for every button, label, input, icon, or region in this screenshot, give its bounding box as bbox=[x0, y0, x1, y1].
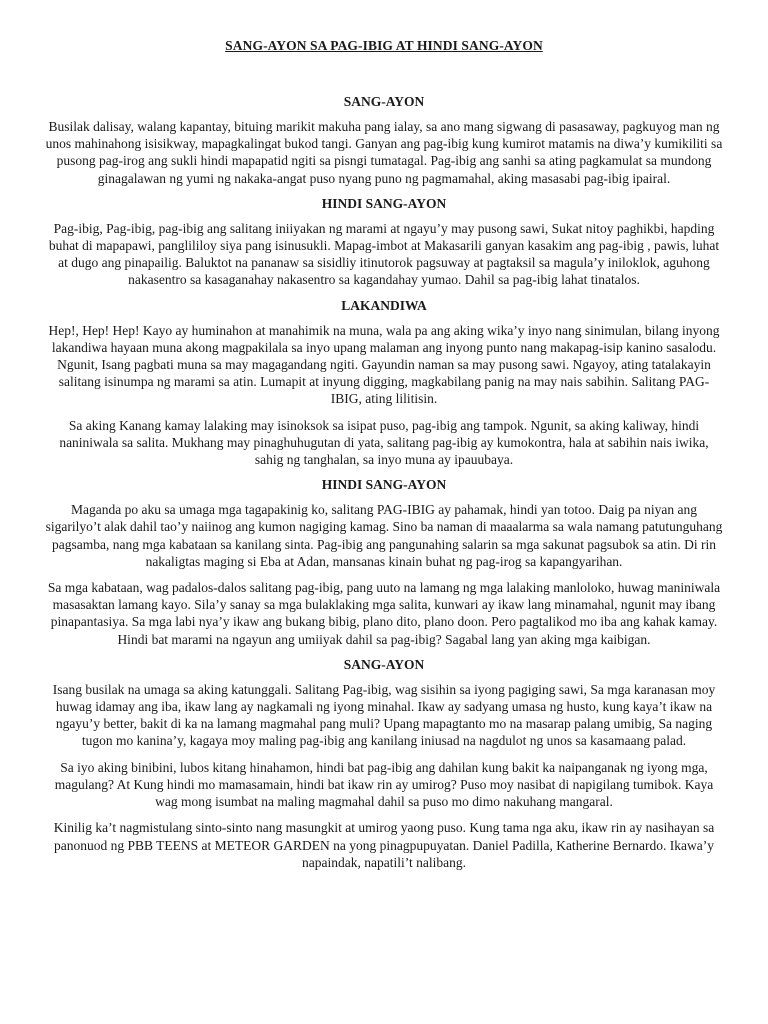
document-title: SANG-AYON SA PAG-IBIG AT HINDI SANG-AYON bbox=[225, 38, 543, 53]
section-paragraph: Sa aking Kanang kamay lalaking may isinoksok sa isipat puso, pag-ibig ang tampok. Ngunit, sa aking kaliway, hindi naniniwala sa salita. Mukhang may pinaghuhugutan di yata, salitang pag-ibig ay kumokontra, hala at sabihin nais iwika, sahig ng tanghalan, sa inyo muna ay ipauubaya. bbox=[59, 417, 709, 468]
document-page bbox=[44, 38, 724, 880]
section-heading: SANG-AYON bbox=[343, 656, 425, 672]
section-paragraph: Sa iyo aking binibini, lubos kitang hinahamon, hindi bat pag-ibig ang dahilan kung bakit ka naipanganak ng iyong mga, magulang? At Kung hindi mo mamasamain, hindi bat ikaw rin ay umirog? Puso moy nasibat di napigilang tumibok. Kaya wag mong isumbat na maling magmahal dahil sa puso mo dimo nakuhang mangaral. bbox=[54, 759, 714, 810]
document-section bbox=[44, 196, 724, 289]
section-paragraph: Sa mga kabataan, wag padalos-dalos salitang pag-ibig, pang uuto na lamang ng mga lalaking manloloko, huwag maniniwala masasaktan lamang kayo. Sila’y sanay sa mga bulaklaking mga salita, kunwari ay ikaw lang minamahal, ngunit may ibang pinapantasiya. Sa mga labi nya’y ikaw ang bukang bibig, plano dito, plano doon. Pero pagtalikod mo iba ang kahak kamay. Hindi bat marami na ngayun ang umiiyak dahil sa pag-ibig? Sagabal lang yan aking mga kaibigan. bbox=[47, 580, 721, 647]
section-heading: HINDI SANG-AYON bbox=[321, 195, 447, 211]
section-heading: LAKANDIWA bbox=[341, 297, 427, 313]
section-paragraph: Hep!, Hep! Hep! Kayo ay huminahon at manahimik na muna, wala pa ang aking wika’y inyo nang sinimulan, bilang inyong lakandiwa hayaan muna akong magpakilala sa inyo upang malaman ang inyong punto nang makapag-isip kanino sasalodu. Ngunit, Isang pagbati muna sa may magagandang ngiti. Gayundin naman sa may pusong sawi. Ngayoy, ating tatalakayin salitang isinumpa ng marami sa atin. Lumapit at inyung digging, magkabilang panig na may nais sabihin. Salitang PAG-IBIG, ating lilitisin. bbox=[48, 322, 720, 407]
section-paragraph: Maganda po aku sa umaga mga tagapakinig ko, salitang PAG-IBIG ay pahamak, hindi yan totoo. Daig pa niyan ang sigarilyo’t alak dahil tao’y naiinog ang kumon nagiging kamag. Sino ba naman di maaalarma sa wala namang patutunguhang pagsamba, nang mga kabataan sa kanilang sinta. Pag-ibig ang pangunahing salarin sa mga sakunat pagsubok sa atin. Di rin nakaligtas maging si Eba at Adan, mansanas kinain buhat ng pag-irog sa kapangyarihan. bbox=[45, 502, 723, 569]
section-paragraph: Isang busilak na umaga sa aking katunggali. Salitang Pag-ibig, wag sisihin sa iyong pagiging sawi, Sa mga karanasan moy huwag idamay ang iba, ikaw lang ay nagkamali ng iyong minahal. Ikaw ay sadyang umasa ng husto, kung kaya’t ikaw na ngayu’y better, bakit di ka na lamang magmahal pang muli? Upang mapagtanto mo na masarap palang umibig, Sa naging tugon mo kanina’y, kagaya moy maling pag-ibig ang kanilang iniusad na nagdulot ng unos sa kasamaang palad. bbox=[52, 681, 716, 749]
section-paragraph: Pag-ibig, Pag-ibig, pag-ibig ang salitang iniiyakan ng marami at ngayu’y may pusong sawi, Sukat nitoy paghikbi, hapding buhat di mapapawi, panglililoy siya pang isinusukli. Mapag-imbot at Makasarili ganyan kasakim ang pag-ibig , pawis, luhat at dugo ang pinapailig. Baluktot na pananaw sa sisidliy itinutorok pagsuway at pagtaksil sa magula’y iniloklok, aguhong nakasentro sa kasaganahay nakasentro sa kagandahay yumao. Dahil sa pag-ibig lahat tinatalos. bbox=[48, 220, 720, 288]
document-body bbox=[44, 94, 724, 871]
document-section bbox=[44, 94, 724, 187]
section-heading: HINDI SANG-AYON bbox=[321, 477, 447, 493]
document-section bbox=[44, 298, 724, 469]
section-paragraph: Busilak dalisay, walang kapantay, bituing marikit makuha pang ialay, sa ano mang sigwang di pasasaway, pagkuyog man ng unos mahinahong isisikway, mapagkalingat bukod tangi. Ganyan ang pag-ibig kung kumirot matamis na diwa’y kumikiliti sa pusong pag-irog ang sukli hindi mapapatid ngiti sa pisngi tumatagal. Pag-ibig ang sanhi sa ating pagkamulat sa mundong ginagalawan ng yumi ng nakaka-angat puso nyang puno ng pagmamahal, aking masasabi pag-ibig ipairal. bbox=[45, 119, 723, 186]
document-section bbox=[44, 477, 724, 648]
section-paragraph: Kinilig ka’t nagmistulang sinto-sinto nang masungkit at umirog yaong puso. Kung tama nga aku, ikaw rin ay nasihayan sa panonuod ng PBB TEENS at METEOR GARDEN na yong pinagpupuyatan. Daniel Padilla, Katherine Bernardo. Ikawa’y napaindak, napatili’t nalibang. bbox=[53, 820, 715, 870]
section-heading: SANG-AYON bbox=[343, 94, 425, 109]
document-section bbox=[44, 657, 724, 871]
